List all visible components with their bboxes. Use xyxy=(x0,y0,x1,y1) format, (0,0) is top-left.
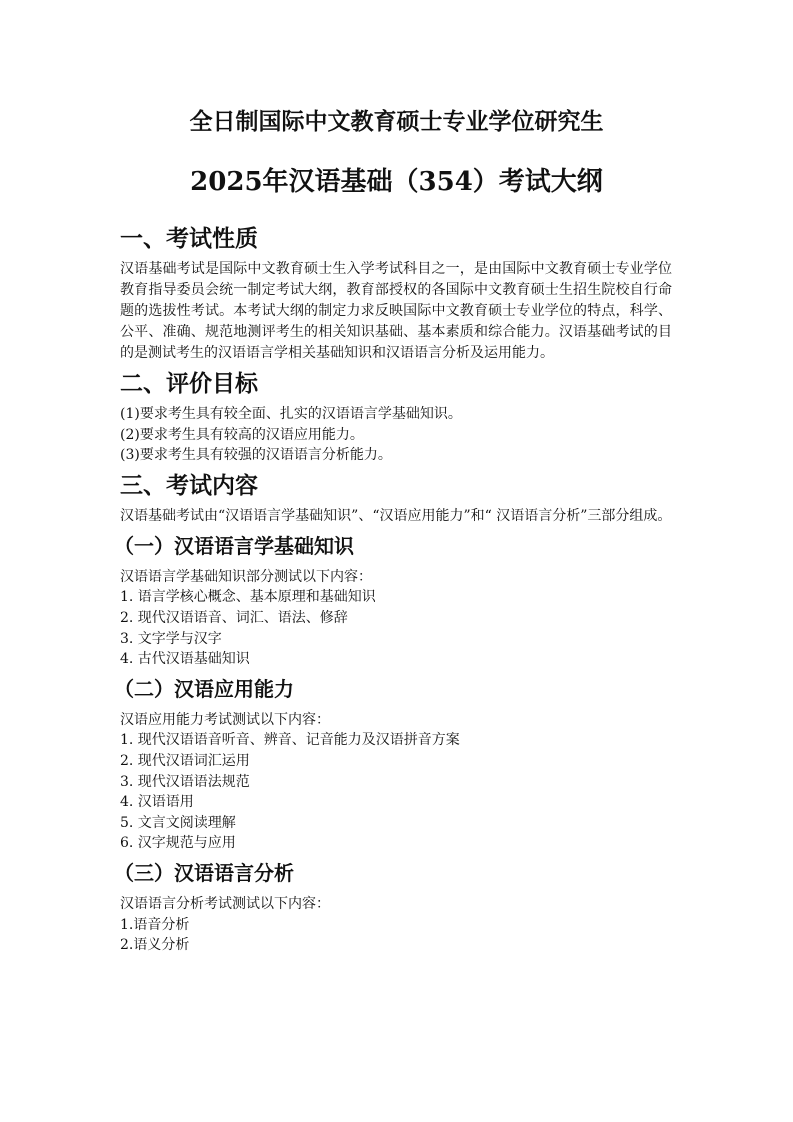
subsection-heading: （一）汉语语言学基础知识 xyxy=(114,533,354,558)
subsection-heading: （三）汉语语言分析 xyxy=(114,860,294,885)
list-item: 4. 古代汉语基础知识 xyxy=(120,651,250,668)
list-item: (2)要求考生具有较高的汉语应用能力。 xyxy=(120,426,364,443)
list-item: 3. 文字学与汉字 xyxy=(120,630,222,647)
list-item: (1)要求考生具有较全面、扎实的汉语语言学基础知识。 xyxy=(120,406,462,422)
list-item: (3)要求考生具有较强的汉语语言分析能力。 xyxy=(120,447,392,464)
list-item: 2.语义分析 xyxy=(120,937,190,954)
section-paragraph: 汉语基础考试由“汉语语言学基础知识”、“汉语应用能力”和“ 汉语语言分析”三部分组成。 xyxy=(120,507,672,524)
list-item: 5. 文言文阅读理解 xyxy=(120,814,236,831)
content-list xyxy=(120,894,672,956)
list-item: 1.语音分析 xyxy=(120,916,190,933)
content-list xyxy=(120,567,672,670)
list-intro: 汉语应用能力考试测试以下内容： xyxy=(120,711,330,728)
list-item: 6. 汉字规范与应用 xyxy=(120,835,236,852)
list-intro: 汉语语言分析考试测试以下内容： xyxy=(120,895,330,912)
list-item: 3. 现代汉语语法规范 xyxy=(120,773,250,790)
document-subtitle: 2025年汉语基础（354）考试大纲 xyxy=(190,167,603,197)
list-item: 2. 现代汉语语音、词汇、语法、修辞 xyxy=(120,609,348,626)
section-paragraph: 汉语基础考试是国际中文教育硕士生入学考试科目之一，是由国际中文教育硕士专业学位教育指导委员会统一制定考试大纲，教育部授权的各国际中文教育硕士生招生院校自行命题的选拔性考试。本考试大纲的制定力求反映国际中文教育硕士专业学位的特点，科学、公平、准确、规范地测评考生的相关知识基础、基本素质和综合能力。汉语基础考试的目的是测试考生的汉语语言学相关基础知识和汉语语言分析及运用能力。 xyxy=(120,261,672,361)
goal-list xyxy=(120,404,672,466)
subsection-heading: （二）汉语应用能力 xyxy=(114,676,294,701)
section-heading: 一、考试性质 xyxy=(120,225,258,252)
document-title: 全日制国际中文教育硕士专业学位研究生 xyxy=(189,108,604,135)
section-heading: 二、评价目标 xyxy=(120,370,258,397)
list-intro: 汉语语言学基础知识部分测试以下内容： xyxy=(120,568,372,585)
list-item: 1. 现代汉语语音听音、辨音、记音能力及汉语拼音方案 xyxy=(120,732,460,749)
content-list xyxy=(120,710,672,854)
section-heading: 三、考试内容 xyxy=(120,471,258,499)
list-item: 4. 汉语语用 xyxy=(120,794,194,811)
list-item: 2. 现代汉语词汇运用 xyxy=(120,752,250,769)
document-body xyxy=(114,223,672,956)
list-item: 1. 语言学核心概念、基本原理和基础知识 xyxy=(120,589,376,606)
